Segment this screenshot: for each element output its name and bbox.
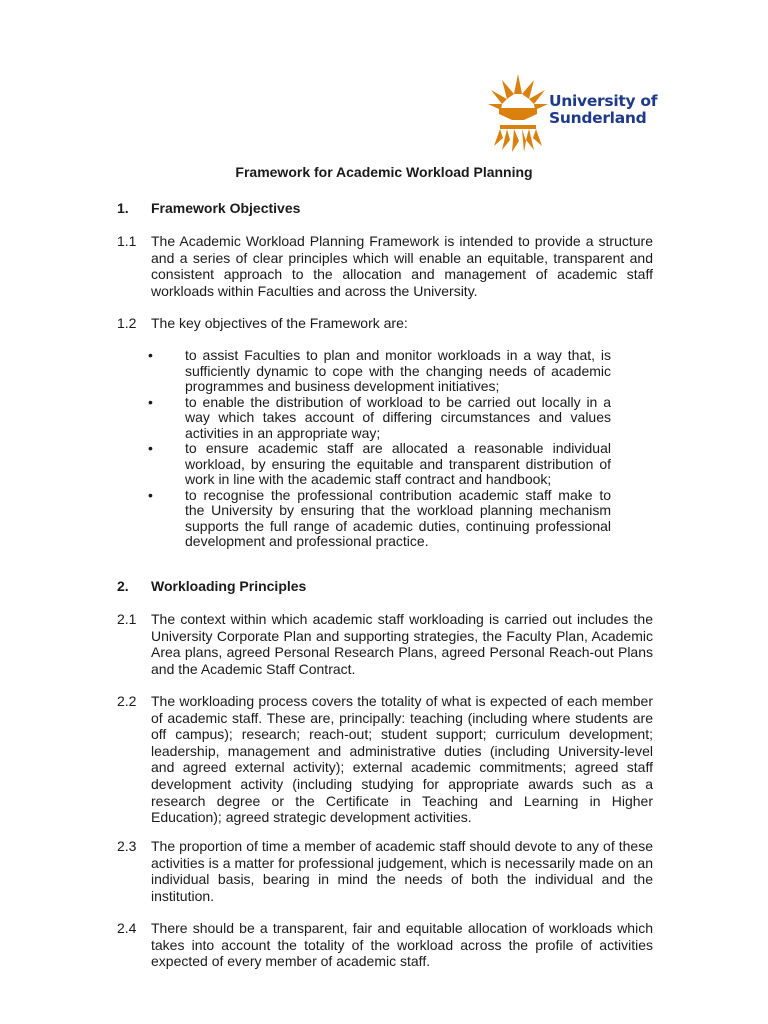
paragraph-text: The Academic Workload Planning Framework is intended to provide a structure and a series of clear principles which will enable an equitable, transparent and consistent approach to the allocation and management of academic staff workloads within Faculties and across the University. — [151, 233, 653, 299]
logo-line-2: Sunderland — [549, 109, 647, 127]
paragraph — [117, 233, 653, 299]
list-item-text: to enable the distribution of workload to be carried out locally in a way which takes account of differing circumstances and values activities in an appropriate way; — [185, 393, 611, 441]
paragraph-text: There should be a transparent, fair and equitable allocation of workloads which takes into account the totality of the workload across the profile of activities expected of every member of academic staff. — [151, 920, 653, 970]
bullet-icon: • — [148, 440, 153, 456]
sunburst-emblem-icon — [488, 72, 548, 152]
objectives-list — [148, 348, 611, 550]
paragraph — [117, 315, 653, 332]
list-item-text: to recognise the professional contribution academic staff make to the University by ensuring that the workload planning mechanism supports the full range of academic duties, continuing professional development and professional practice. — [185, 486, 611, 549]
section-heading — [117, 578, 306, 594]
section-heading — [117, 200, 300, 216]
section-title: Framework Objectives — [151, 200, 301, 216]
section-number: 2. — [117, 578, 129, 594]
list-item-text: to assist Faculties to plan and monitor workloads in a way that, is sufficiently dynamic to cope with the changing needs of academic programmes and business development initiatives; — [185, 347, 611, 394]
paragraph-text: The workloading process covers the totality of what is expected of each member of academic staff. These are, principally: teaching (including where students are off campus); research; reach-out; student support; curriculum development; leadership, management and administrative duties (including University-level and agreed external activity); external academic commitments; agreed staff development activity (including studying for appropriate awards such as a research degree or the Certificate in Teaching and Learning in Higher Education); agreed strategic development activities. — [151, 693, 653, 826]
section-title: Workloading Principles — [151, 578, 307, 594]
list-item — [148, 395, 611, 442]
paragraph-text: The key objectives of the Framework are: — [151, 315, 408, 331]
bullet-icon: • — [148, 393, 153, 410]
paragraph-number: 2.2 — [117, 693, 137, 709]
university-logo — [488, 72, 668, 152]
paragraph — [117, 838, 653, 904]
list-item — [148, 441, 611, 488]
paragraph-number: 2.1 — [117, 611, 137, 627]
paragraph — [117, 920, 653, 970]
list-item — [148, 488, 611, 550]
section-number: 1. — [117, 200, 129, 216]
bullet-icon: • — [148, 347, 153, 363]
paragraph-number: 2.3 — [117, 838, 137, 854]
bullet-icon: • — [148, 486, 153, 503]
list-item — [148, 348, 611, 395]
paragraph-number: 1.2 — [117, 315, 137, 331]
paragraph — [117, 611, 653, 677]
paragraph — [117, 693, 653, 826]
paragraph-number: 2.4 — [117, 920, 137, 936]
document-title: Framework for Academic Workload Planning — [235, 164, 533, 180]
paragraph-number: 1.1 — [117, 233, 137, 249]
logo-line-1: University of — [549, 92, 658, 110]
list-item-text: to ensure academic staff are allocated a reasonable individual workload, by ensuring the equitable and transparent distribution of work in line with the academic staff contract and handbook; — [185, 440, 611, 487]
paragraph-text: The proportion of time a member of academic staff should devote to any of these activities is a matter for professional judgement, which is necessarily made on an individual basis, bearing in mind the needs of both the individual and the institution. — [151, 838, 653, 904]
paragraph-text: The context within which academic staff workloading is carried out includes the University Corporate Plan and supporting strategies, the Faculty Plan, Academic Area plans, agreed Personal Research Plans, agreed Personal Reach-out Plans and the Academic Staff Contract. — [151, 611, 653, 677]
